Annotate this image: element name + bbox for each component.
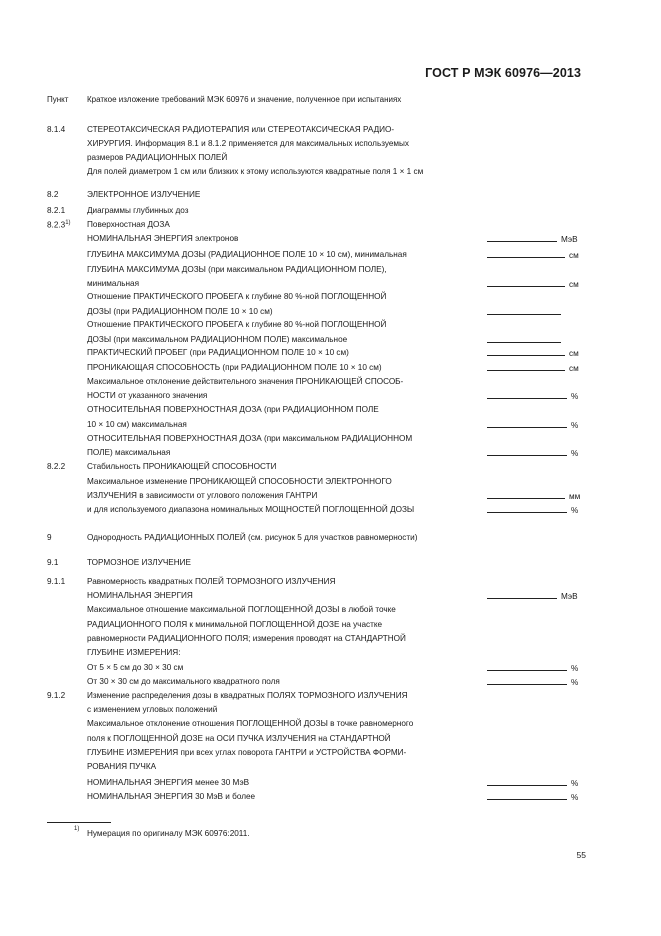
requirement-text: РАДИАЦИОННОГО ПОЛЯ к минимальной ПОГЛОЩЕННОЙ ДОЗЕ на участке (87, 620, 383, 629)
requirement-text: СТЕРЕОТАКСИЧЕСКАЯ РАДИОТЕРАПИЯ или СТЕРЕОТАКСИЧЕСКАЯ РАДИО- (87, 125, 395, 134)
blank-line (487, 677, 567, 685)
value-field[interactable] (487, 677, 578, 687)
requirement-text: ГЛУБИНА МАКСИМУМА ДОЗЫ (при максимальном РАДИАЦИОННОМ ПОЛЕ), (87, 265, 387, 274)
blank-line (487, 348, 565, 356)
blank-line (487, 591, 557, 599)
requirement-text: ОТНОСИТЕЛЬНАЯ ПОВЕРХНОСТНАЯ ДОЗА (при максимальном РАДИАЦИОННОМ (87, 434, 413, 443)
value-field[interactable] (487, 279, 579, 289)
requirement-text: ПРАКТИЧЕСКИЙ ПРОБЕГ (при РАДИАЦИОННОМ ПОЛЕ 10 × 10 см) (87, 348, 349, 357)
requirement-text: Отношение ПРАКТИЧЕСКОГО ПРОБЕГА к глубине 80 %-ной ПОГЛОЩЕННОЙ (87, 320, 387, 329)
requirement-text: ОТНОСИТЕЛЬНАЯ ПОВЕРХНОСТНАЯ ДОЗА (при РАДИАЦИОННОМ ПОЛЕ (87, 405, 379, 414)
value-field[interactable] (487, 792, 578, 802)
value-field[interactable] (487, 250, 579, 260)
unit-label: см (569, 349, 579, 358)
unit-label: % (571, 506, 579, 515)
blank-line (487, 234, 557, 242)
value-field[interactable] (487, 420, 578, 430)
item-number: 8.2.3$^{1)}$ (47, 220, 71, 230)
blank-line (487, 491, 565, 499)
requirement-text: Максимальное отклонение отношения ПОГЛОЩЕННОЙ ДОЗЫ в точке равномерного (87, 719, 414, 728)
blank-line (487, 279, 565, 287)
value-field[interactable] (487, 778, 578, 788)
requirement-text: ХИРУРГИЯ. Информация 8.1 и 8.1.2 применяется для максимальных используемых (87, 139, 410, 148)
requirement-text: равномерности РАДИАЦИОННОГО ПОЛЯ; измерения проводят на СТАНДАРТНОЙ (87, 634, 406, 643)
requirement-text: и для используемого диапазона номинальных МОЩНОСТЕЙ ПОГЛОЩЕННОЙ ДОЗЫ (87, 505, 415, 514)
value-field[interactable] (487, 348, 579, 358)
requirement-text: НОМИНАЛЬНАЯ ЭНЕРГИЯ 30 МэВ и более (87, 792, 256, 801)
requirement-text: Отношение ПРАКТИЧЕСКОГО ПРОБЕГА к глубине 80 %-ной ПОГЛОЩЕННОЙ (87, 292, 387, 301)
value-field[interactable] (487, 505, 578, 515)
requirement-text: с изменением угловых положений (87, 705, 218, 714)
requirement-text: ПОЛЕ) максимальная (87, 448, 171, 457)
requirement-text: Стабильность ПРОНИКАЮЩЕЙ СПОСОБНОСТИ (87, 462, 277, 471)
requirement-text: размеров РАДИАЦИОННЫХ ПОЛЕЙ (87, 153, 228, 162)
unit-label: см (569, 364, 579, 373)
blank-line (487, 448, 567, 456)
value-field[interactable] (487, 234, 578, 244)
requirement-text: НОМИНАЛЬНАЯ ЭНЕРГИЯ менее 30 МэВ (87, 778, 250, 787)
unit-label: % (571, 664, 579, 673)
requirement-text: ТОРМОЗНОЕ ИЗЛУЧЕНИЕ (87, 558, 192, 567)
requirement-text: 10 × 10 см) максимальная (87, 420, 187, 429)
value-field[interactable] (487, 391, 578, 401)
blank-line (487, 792, 567, 800)
requirement-text: От 5 × 5 см до 30 × 30 см (87, 663, 184, 672)
requirement-text: НОМИНАЛЬНАЯ ЭНЕРГИЯ (87, 591, 193, 600)
blank-line (487, 505, 567, 513)
requirement-text: ДОЗЫ (при РАДИАЦИОННОМ ПОЛЕ 10 × 10 см) (87, 307, 273, 316)
unit-label: см (569, 251, 579, 260)
value-field[interactable] (487, 591, 578, 601)
value-field[interactable] (487, 335, 561, 345)
requirement-text: ГЛУБИНЕ ИЗМЕРЕНИЯ при всех углах поворота ГАНТРИ и УСТРОЙСТВА ФОРМИ- (87, 748, 407, 757)
blank-line (487, 420, 567, 428)
unit-label: МэВ (561, 235, 578, 244)
requirement-text: ПРОНИКАЮЩАЯ СПОСОБНОСТЬ (при РАДИАЦИОННОМ ПОЛЕ 10 × 10 см) (87, 363, 382, 372)
requirement-text: РОВАНИЯ ПУЧКА (87, 762, 157, 771)
requirement-text: Изменение распределения дозы в квадратных ПОЛЯХ ТОРМОЗНОГО ИЗЛУЧЕНИЯ (87, 691, 408, 700)
item-number: 9.1 (47, 558, 59, 567)
item-number: 8.1.4 (47, 125, 66, 134)
standard-designation: ГОСТ Р МЭК 60976—2013 (425, 66, 581, 80)
requirement-text: ГЛУБИНА МАКСИМУМА ДОЗЫ (РАДИАЦИОННОЕ ПОЛЕ 10 × 10 см), минимальная (87, 250, 407, 259)
footnote-text: Нумерация по оригиналу МЭК 60976:2011. (87, 829, 250, 838)
blank-line (487, 663, 567, 671)
value-field[interactable] (487, 491, 580, 501)
unit-label: % (571, 793, 579, 802)
requirement-text: Максимальное отклонение действительного значения ПРОНИКАЮЩЕЙ СПОСОБ- (87, 377, 404, 386)
unit-label: МэВ (561, 592, 578, 601)
requirement-text: ЭЛЕКТРОННОЕ ИЗЛУЧЕНИЕ (87, 190, 201, 199)
requirement-text: Максимальное изменение ПРОНИКАЮЩЕЙ СПОСОБНОСТИ ЭЛЕКТРОННОГО (87, 477, 392, 486)
item-number: 9.1.2 (47, 691, 66, 700)
requirement-text: Диаграммы глубинных доз (87, 206, 189, 215)
item-number: 8.2.2 (47, 462, 66, 471)
requirement-text: НОМИНАЛЬНАЯ ЭНЕРГИЯ электронов (87, 234, 239, 243)
requirement-text: ИЗЛУЧЕНИЯ в зависимости от углового положения ГАНТРИ (87, 491, 318, 500)
requirement-text: Поверхностная ДОЗА (87, 220, 170, 229)
unit-label: % (571, 678, 579, 687)
unit-label: % (571, 392, 579, 401)
footnote-mark: 1) (74, 826, 80, 832)
requirement-text: Для полей диаметром 1 см или близких к этому используются квадратные поля 1 × 1 см (87, 167, 424, 176)
requirement-text: ГЛУБИНЕ ИЗМЕРЕНИЯ: (87, 648, 181, 657)
blank-line (487, 250, 565, 258)
requirement-text: От 30 × 30 см до максимального квадратного поля (87, 677, 280, 686)
item-number: 8.2 (47, 190, 59, 199)
unit-label: мм (569, 492, 581, 501)
blank-line (487, 363, 565, 371)
unit-label: % (571, 421, 579, 430)
blank-line (487, 307, 561, 315)
value-field[interactable] (487, 307, 561, 317)
blank-line (487, 778, 567, 786)
requirement-text: поля к ПОГЛОЩЕННОЙ ДОЗЕ на ОСИ ПУЧКА ИЗЛУЧЕНИЯ на СТАНДАРТНОЙ (87, 734, 391, 743)
item-number: 8.2.1 (47, 206, 66, 215)
requirement-text: НОСТИ от указанного значения (87, 391, 208, 400)
blank-line (487, 391, 567, 399)
value-field[interactable] (487, 448, 578, 458)
unit-label: % (571, 449, 579, 458)
blank-line (487, 335, 561, 343)
value-field[interactable] (487, 663, 578, 673)
item-number: 9.1.1 (47, 577, 66, 586)
requirement-text: Равномерность квадратных ПОЛЕЙ ТОРМОЗНОГО ИЗЛУЧЕНИЯ (87, 577, 336, 586)
column-header-description: Краткое изложение требований МЭК 60976 и значение, полученное при испытаниях (87, 95, 402, 104)
page-number: 55 (576, 850, 586, 860)
item-number: 9 (47, 533, 52, 542)
requirement-text: Однородность РАДИАЦИОННЫХ ПОЛЕЙ (см. рисунок 5 для участков равномерности) (87, 533, 418, 542)
footnote-reference: 1) (65, 220, 71, 226)
column-header-item: Пункт (47, 95, 69, 104)
footnote-separator (47, 822, 111, 823)
requirement-text: минимальная (87, 279, 140, 288)
requirement-text: Максимальное отношение максимальной ПОГЛОЩЕННОЙ ДОЗЫ в любой точке (87, 605, 396, 614)
requirement-text: ДОЗЫ (при максимальном РАДИАЦИОННОМ ПОЛЕ) максимальное (87, 335, 348, 344)
unit-label: см (569, 280, 579, 289)
value-field[interactable] (487, 363, 579, 373)
unit-label: % (571, 779, 579, 788)
